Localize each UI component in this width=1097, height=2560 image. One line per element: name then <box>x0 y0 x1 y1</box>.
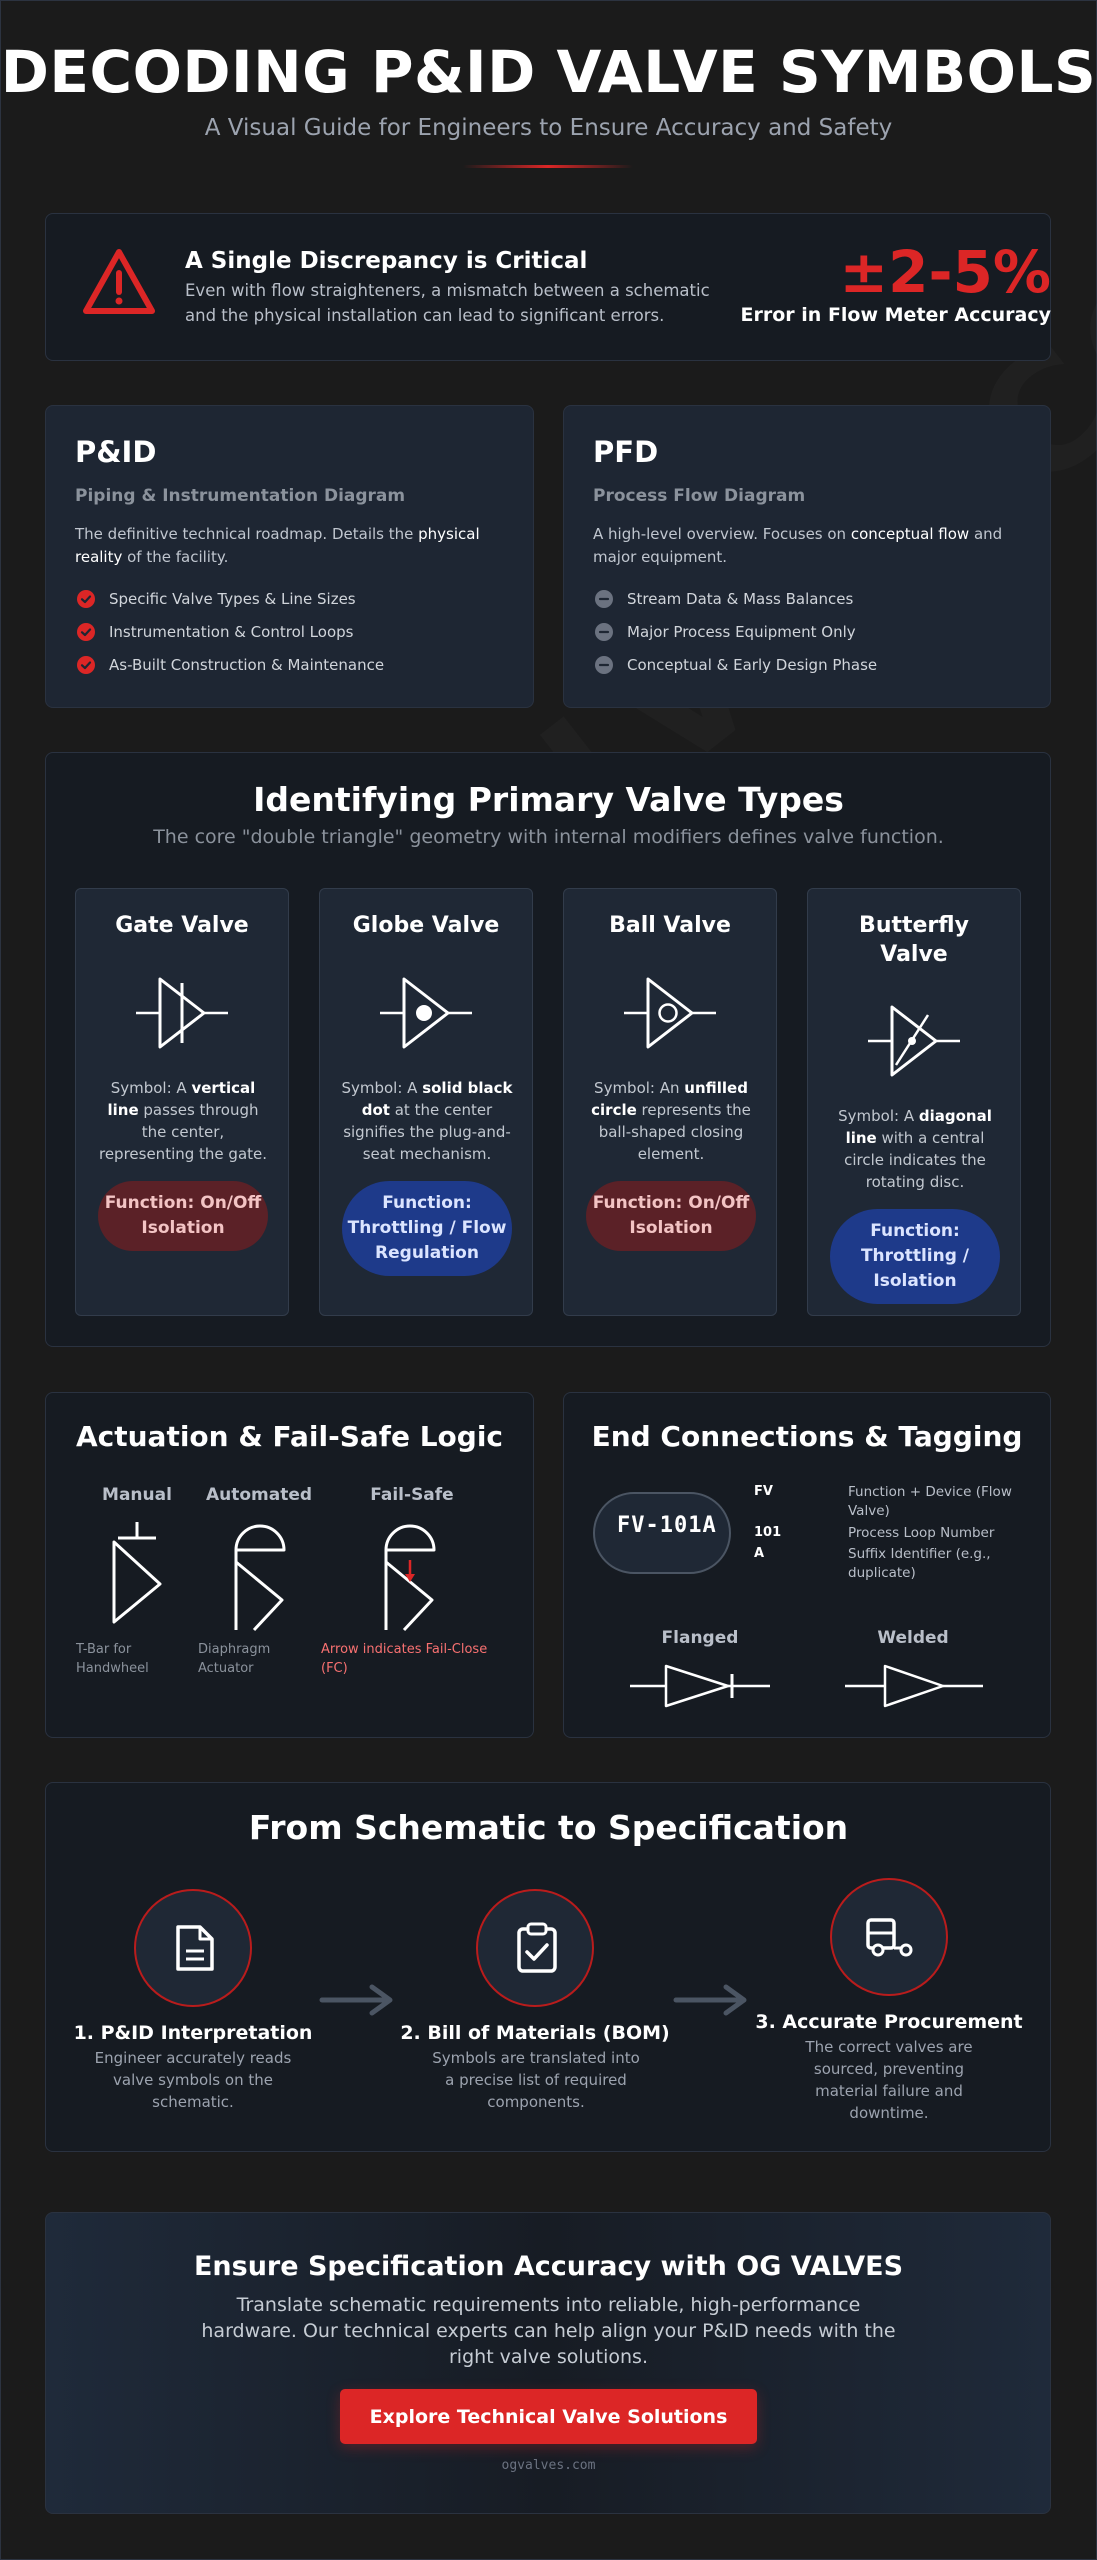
check-icon <box>77 590 95 608</box>
pfd-subtitle: Process Flow Diagram <box>593 486 806 506</box>
actuation-label-automated: Automated <box>205 1485 313 1505</box>
tag-description: Process Loop Number <box>848 1525 995 1541</box>
document-icon <box>172 1923 218 1973</box>
welded-connection-icon <box>843 1662 987 1710</box>
page-title: DECODING P&ID VALVE SYMBOLS <box>0 38 1097 106</box>
valve-description: Symbol: A solid black dot at the center signifies the plug-and-seat mechanism. <box>341 1079 513 1163</box>
page-subtitle: A Visual Guide for Engineers to Ensure Accuracy and Safety <box>204 115 893 141</box>
cta-text: Translate schematic requirements into reliable, high-performance hardware. Our technical experts can help align your P&ID needs with the right valve solutions. <box>201 2294 896 2368</box>
pfd-item: Major Process Equipment Only <box>595 623 856 641</box>
valve-types-title: Identifying Primary Valve Types <box>253 780 844 819</box>
butterfly-valve-card <box>807 888 1021 1316</box>
step-icon-circle <box>476 1889 594 2007</box>
step-description: Engineer accurately reads valve symbols on the schematic. <box>94 2049 292 2111</box>
actuation-note: T-Bar for Handwheel <box>76 1642 149 1676</box>
alert-stat: ±2-5% <box>839 238 1051 306</box>
tagging-title: End Connections & Tagging <box>591 1420 1023 1453</box>
actuation-label-manual: Manual <box>102 1485 172 1505</box>
cta-title: Ensure Specification Accuracy with OG VALVES <box>193 2251 904 2282</box>
minus-icon <box>595 623 613 641</box>
minus-icon <box>595 656 613 674</box>
check-icon <box>77 656 95 674</box>
flanged-connection-icon <box>628 1662 772 1710</box>
truck-icon <box>864 1916 916 1960</box>
pfd-title: PFD <box>593 435 659 469</box>
warning-triangle-icon <box>82 247 156 317</box>
function-badge: Function: Throttling / Isolation <box>830 1209 1000 1304</box>
valve-tag: FV-101A <box>593 1492 731 1574</box>
valve-description: Symbol: A diagonal line with a central circle indicates the rotating disc. <box>838 1107 992 1191</box>
valve-description: Symbol: A vertical line passes through the center, representing the gate. <box>98 1079 268 1163</box>
pid-item: As-Built Construction & Maintenance <box>77 656 384 674</box>
valve-name: Ball Valve <box>609 913 731 938</box>
check-icon <box>77 623 95 641</box>
actuation-title: Actuation & Fail-Safe Logic <box>75 1420 504 1453</box>
actuation-note: Arrow indicates Fail-Close (FC) <box>321 1642 488 1676</box>
globe-valve-card <box>319 888 533 1316</box>
valve-name: Butterfly Valve <box>859 913 969 967</box>
step-icon-circle <box>830 1878 948 1996</box>
pid-item: Instrumentation & Control Loops <box>77 623 353 641</box>
connection-label-flanged: Flanged <box>661 1628 739 1648</box>
pfd-item: Stream Data & Mass Balances <box>595 590 853 608</box>
pid-subtitle: Piping & Instrumentation Diagram <box>75 486 406 506</box>
globe-valve-icon <box>378 965 474 1061</box>
connection-label-welded: Welded <box>877 1628 949 1648</box>
step-title: 1. P&ID Interpretation <box>73 2022 313 2044</box>
pfd-item: Conceptual & Early Design Phase <box>595 656 877 674</box>
minus-icon <box>595 590 613 608</box>
fail-safe-actuator-icon <box>372 1522 452 1642</box>
valve-description: Symbol: An unfilled circle represents the ball-shaped closing element. <box>591 1079 751 1163</box>
step-description: Symbols are translated into a precise list of required components. <box>432 2049 640 2111</box>
alert-text: Even with flow straighteners, a mismatch between a schematic and the physical installation can lead to significant errors. <box>185 281 710 325</box>
pid-description: The definitive technical roadmap. Details the physical reality of the facility. <box>75 525 480 566</box>
manual-actuator-icon <box>100 1512 180 1632</box>
tag-code: A <box>754 1546 765 1561</box>
alert-title: A Single Discrepancy is Critical <box>185 248 588 274</box>
tag-description: Function + Device (Flow Valve) <box>848 1484 1012 1519</box>
valve-types-subtitle: The core "double triangle" geometry with internal modifiers defines valve function. <box>153 826 944 848</box>
arrow-right-icon <box>318 1982 398 2018</box>
diaphragm-actuator-icon <box>222 1522 302 1642</box>
step-description: The correct valves are sourced, preventing material failure and downtime. <box>805 2038 973 2122</box>
gate-valve-card <box>75 888 289 1316</box>
tag-code: 101 <box>754 1525 782 1540</box>
valve-name: Gate Valve <box>115 913 249 938</box>
pid-title: P&ID <box>75 435 157 469</box>
function-badge: Function: On/Off Isolation <box>586 1181 756 1251</box>
site-url[interactable]: ogvalves.com <box>501 2458 596 2473</box>
step-title: 3. Accurate Procurement <box>755 2011 1023 2033</box>
title-divider <box>463 165 633 168</box>
function-badge: Function: On/Off Isolation <box>98 1181 268 1251</box>
tag-description: Suffix Identifier (e.g., duplicate) <box>848 1546 991 1581</box>
actuation-label-failsafe: Fail-Safe <box>370 1485 454 1505</box>
gate-valve-icon <box>134 965 230 1061</box>
workflow-title: From Schematic to Specification <box>248 1808 849 1847</box>
function-badge: Function: Throttling / Flow Regulation <box>342 1181 512 1276</box>
step-title: 2. Bill of Materials (BOM) <box>400 2022 670 2044</box>
ball-valve-icon <box>622 965 718 1061</box>
pfd-description: A high-level overview. Focuses on conceptual flow and major equipment. <box>593 525 1003 566</box>
butterfly-valve-icon <box>866 993 962 1089</box>
ball-valve-card <box>563 888 777 1316</box>
pid-item: Specific Valve Types & Line Sizes <box>77 590 356 608</box>
valve-name: Globe Valve <box>352 913 500 938</box>
clipboard-check-icon <box>514 1921 560 1975</box>
actuation-note: Diaphragm Actuator <box>198 1642 271 1676</box>
alert-stat-label: Error in Flow Meter Accuracy <box>740 304 1051 326</box>
tag-code: FV <box>754 1484 773 1499</box>
explore-solutions-button[interactable]: Explore Technical Valve Solutions <box>340 2389 757 2444</box>
step-icon-circle <box>134 1889 252 2007</box>
